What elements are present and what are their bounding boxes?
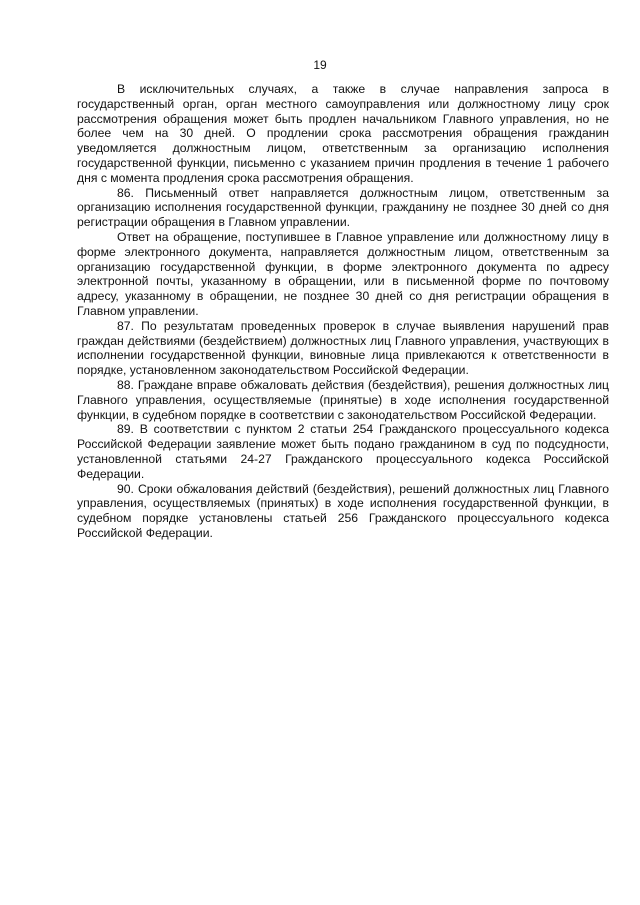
paragraph-90: 90. Сроки обжалования действий (бездействия), решений должностных лиц Главного управления, осуществляемых (принятых) в ходе исполнения государственной функции, в судебном порядке установлены статьей 256 Гражданского процессуального кодекса Российской Федерации.: [77, 481, 609, 540]
paragraph-86: 86. Письменный ответ направляется должностным лицом, ответственным за организацию исполнения государственной функции, гражданину не позднее 30 дней со дня регистрации обращения в Главном управлении.: [77, 185, 609, 230]
paragraph-87: 87. По результатам проведенных проверок в случае выявления нарушений прав граждан действиями (бездействием) должностных лиц Главного управления, участвующих в исполнении государственной функции, виновные лица привлекаются к ответственности в порядке, установленном законодательством Российской Федерации.: [77, 318, 609, 378]
paragraph-88: 88. Граждане вправе обжаловать действия (бездействия), решения должностных лиц Главного управления, осуществляемые (принятые) в ходе исполнения государственной функции, в судебном порядке в соответствии с законодательством Российской Федерации.: [77, 377, 609, 422]
paragraph-extension-of-review: В исключительных случаях, а также в случае направления запроса в государственный орган, орган местного самоуправления или должностному лицу срок рассмотрения обращения может быть продлен начальником Главного управления, но не более чем на 30 дней. О продлении срока рассмотрения обращения гражданин уведомляется должностным лицом, ответственным за организацию исполнения государственной функции, письменно с указанием причин продления в течение 1 рабочего дня с момента продления срока рассмотрения обращения.: [77, 82, 609, 185]
paragraph-89: 89. В соответствии с пунктом 2 статьи 254 Гражданского процессуального кодекса Российской Федерации заявление может быть подано гражданином в суд по подсудности, установленной статьями 24-27 Гражданского процессуального кодекса Российской Федерации.: [77, 422, 609, 481]
document-body: [77, 82, 609, 541]
paragraph-electronic-response: Ответ на обращение, поступившее в Главное управление или должностному лицу в форме электронного документа, направляется должностным лицом, ответственным за организацию государственной функции, в форме электронного документа по адресу электронной почты, указанному в обращении, или в письменной форме по почтовому адресу, указанному в обращении, не позднее 30 дней со дня регистрации обращения в Главном управлении.: [77, 229, 609, 318]
page-number: 19: [313, 58, 327, 72]
